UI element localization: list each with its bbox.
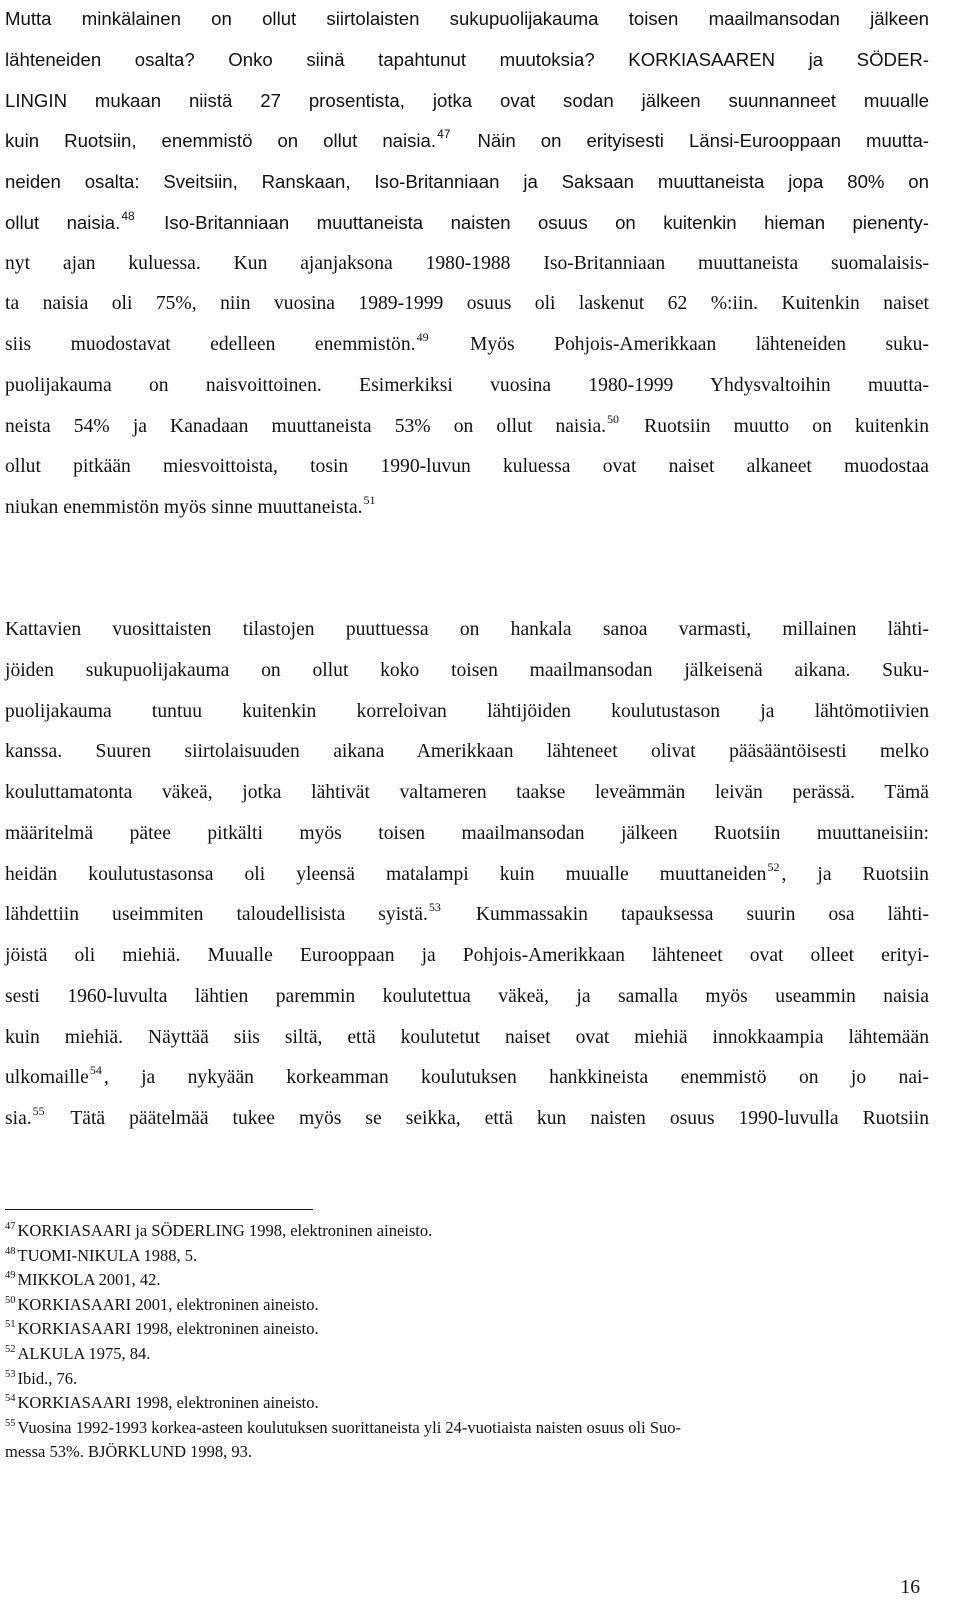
text-line: kouluttamatonta väkeä, jotka lähtivät valtameren taakse leveämmän leivän perässä. Tämä — [5, 782, 929, 803]
text-line: lähdettiin useimmiten taloudellisista syistä.$^{53}$ Kummassakin tapauksessa suurin osa lähti- — [5, 900, 929, 926]
body-paragraph-2 — [5, 610, 929, 1140]
footnote-text: TUOMI-NIKULA 1988, 5. — [17, 1245, 198, 1265]
footnote-item — [5, 1342, 905, 1367]
text-line: kuin miehiä. Näyttää siis siltä, että koulutetut naiset ovat miehiä innokkaampia lähtemään — [5, 1026, 929, 1048]
footnote-text: MIKKOLA 2001, 42. — [17, 1270, 161, 1290]
footnote-number: 55 — [5, 1417, 16, 1429]
text-line: ollut naisia.$^{48}$ Iso-Britanniaan muuttaneista naisten osuus on kuitenkin hieman pienenty- — [5, 208, 930, 233]
text-line: kuin Ruotsiin, enemmistö on ollut naisia.$^{47}$ Näin on erityisesti Länsi-Eurooppaan muutta- — [5, 127, 929, 152]
footnote-ref[interactable]: 52 — [767, 859, 780, 874]
text-line: sia.$^{55}$ Tätä päätelmää tukee myös se seikka, että kun naisten osuus 1990-luvulla Ruotsiin — [5, 1104, 929, 1129]
text-line: Kattavien vuosittaisten tilastojen puuttuessa on hankala sanoa varmasti, millainen lähti- — [5, 619, 929, 640]
footnote-item — [5, 1416, 905, 1441]
footnote-number: 47 — [5, 1221, 16, 1232]
text-line: ta naisia oli 75%, niin vuosina 1989-1999 osuus oli laskenut 62 %:iin. Kuitenkin naiset — [5, 293, 929, 315]
footnote-text: KORKIASAARI ja SÖDERLING 1998, elektroninen aineisto. — [17, 1221, 433, 1240]
text-line: neiden osalta: Sveitsiin, Ranskaan, Iso-Britanniaan ja Saksaan muuttaneista jopa 80% on — [5, 171, 929, 192]
footnote-text: Vuosina 1992-1993 korkea-asteen koulutuksen suorittaneista yli 24-vuotiaista naisten osuus oli Suo- — [17, 1417, 681, 1437]
footnote-item — [5, 1293, 905, 1318]
text-line: puolijakauma on naisvoittoinen. Esimerkiksi vuosina 1980-1999 Yhdysvaltoihin muutta- — [5, 374, 929, 396]
footnote-number: 50 — [5, 1294, 16, 1306]
text-line: niukan enemmistön myös sinne muuttaneista.$^{51}$ — [5, 493, 376, 518]
footnote-ref[interactable]: 47 — [437, 127, 451, 142]
text-line: kanssa. Suuren siirtolaisuuden aikana Amerikkaan lähteneet olivat pääsääntöisesti melko — [5, 741, 929, 763]
text-line: siis muodostavat edelleen enemmistön.$^{49}$ Myös Pohjois-Amerikkaan lähteneiden suku- — [5, 330, 929, 355]
text-line: määritelmä pätee pitkälti myös toisen maailmansodan jälkeen Ruotsiin muuttaneisiin: — [5, 822, 929, 844]
footnote-item — [5, 1367, 905, 1392]
footnote-ref[interactable]: 53 — [428, 900, 441, 915]
footnote-ref[interactable]: 50 — [607, 411, 620, 426]
text-line: lähteneiden osalta? Onko siinä tapahtunut muutoksia? KORKIASAAREN ja SÖDER- — [5, 48, 929, 70]
footnote-item — [5, 1219, 905, 1244]
footnote-ref[interactable]: 49 — [416, 330, 429, 344]
footnote-item — [5, 1317, 905, 1342]
text-line: puolijakauma tuntuu kuitenkin korreloivan lähtijöiden koulutustason ja lähtömotiivien — [5, 700, 929, 722]
text-line: heidän koulutustasonsa oli yleensä matalampi kuin muualle muuttaneiden$^{52}$ , ja Ruotsiin — [5, 859, 929, 885]
body-paragraph-1 — [5, 0, 929, 529]
footnote-number: 48 — [5, 1245, 16, 1257]
footnotes — [5, 1219, 905, 1465]
footnote-separator — [5, 1209, 313, 1210]
footnote-text-continued: messa 53%. BJÖRKLUND 1998, 93. — [5, 1442, 253, 1462]
footnote-ref[interactable]: 55 — [32, 1104, 45, 1118]
footnote-ref[interactable]: 54 — [89, 1063, 102, 1078]
footnote-number: 54 — [5, 1393, 16, 1405]
footnote-number: 51 — [5, 1319, 16, 1331]
text-line: nyt ajan kuluessa. Kun ajanjaksona 1980-1988 Iso-Britanniaan muuttaneista suomalaisis- — [5, 252, 929, 274]
text-line: LINGIN mukaan niistä 27 prosentista, jotka ovat sodan jälkeen suunnanneet muualle — [5, 89, 929, 111]
footnote-text: KORKIASAARI 2001, elektroninen aineisto. — [17, 1294, 319, 1314]
footnote-number: 49 — [5, 1270, 16, 1282]
footnote-text: KORKIASAARI 1998, elektroninen aineisto. — [17, 1319, 319, 1339]
text-line: ulkomaille$^{54}$ , ja nykyään korkeamman koulutuksen hankkineista enemmistö on jo nai- — [5, 1063, 929, 1089]
text-line: neista 54% ja Kanadaan muuttaneista 53% on ollut naisia.$^{50}$ Ruotsiin muutto on kuitenkin — [5, 411, 929, 437]
footnote-text: Ibid., 76. — [17, 1368, 78, 1388]
text-line: jöistä oli miehiä. Muualle Eurooppaan ja Pohjois-Amerikkaan lähteneet ovat olleet erityi- — [5, 945, 929, 966]
footnote-number: 53 — [5, 1368, 16, 1380]
text-line: ollut pitkään miesvoittoista, tosin 1990-luvun kuluessa ovat naiset alkaneet muodostaa — [5, 456, 929, 478]
footnote-item — [5, 1244, 905, 1269]
footnote-ref[interactable]: 51 — [363, 493, 376, 507]
footnote-item — [5, 1268, 905, 1293]
text-line: sesti 1960-luvulta lähtien paremmin koulutettua väkeä, ja samalla myös useammin naisia — [5, 985, 929, 1007]
text-line: jöiden sukupuolijakauma on ollut koko toisen maailmansodan jälkeisenä aikana. Suku- — [5, 659, 929, 681]
text-line: Mutta minkälainen on ollut siirtolaisten sukupuolijakauma toisen maailmansodan jälkeen — [5, 8, 929, 29]
footnote-number: 52 — [5, 1343, 16, 1355]
footnote-text: ALKULA 1975, 84. — [17, 1343, 151, 1363]
footnote-text: KORKIASAARI 1998, elektroninen aineisto. — [17, 1393, 319, 1413]
footnote-item — [5, 1391, 905, 1416]
page-number: 16 — [900, 1577, 920, 1598]
footnote-ref[interactable]: 48 — [121, 208, 135, 223]
